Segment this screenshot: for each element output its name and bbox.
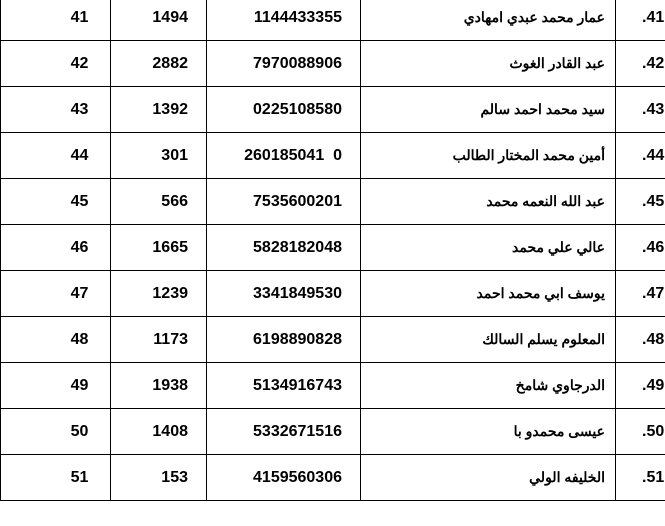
table-row [1, 225, 665, 271]
row-name-cell: عيسى محمدو با [361, 409, 616, 455]
row-number-cell: 1408 [111, 409, 207, 455]
row-name-cell: الدرجاوي شامخ [361, 363, 616, 409]
row-number-cell: 301 [111, 133, 207, 179]
row-number-cell: 1173 [111, 317, 207, 363]
row-name-cell: عبد القادر الغوث [361, 41, 616, 87]
row-index-cell: .45 [616, 179, 665, 225]
row-sequence-cell: 50 [1, 409, 111, 455]
row-number-cell: 1494 [111, 0, 207, 41]
row-sequence-cell: 43 [1, 87, 111, 133]
row-name-cell: عبد الله النعمه محمد [361, 179, 616, 225]
row-sequence-cell: 45 [1, 179, 111, 225]
table-row [1, 87, 665, 133]
table-row [1, 409, 665, 455]
row-sequence-cell: 49 [1, 363, 111, 409]
row-index-cell: .50 [616, 409, 665, 455]
row-number-cell: 2882 [111, 41, 207, 87]
table-row [1, 271, 665, 317]
row-phone-cell: 0225108580 [207, 87, 361, 133]
row-sequence-cell: 42 [1, 41, 111, 87]
row-name-cell: الخليفه الولي [361, 455, 616, 501]
table-row [1, 0, 665, 41]
row-number-cell: 1665 [111, 225, 207, 271]
row-index-cell: .41 [616, 0, 665, 41]
row-phone-cell: 4159560306 [207, 455, 361, 501]
row-number-cell: 1239 [111, 271, 207, 317]
row-phone-cell: 1144433355 [207, 0, 361, 41]
row-sequence-cell: 48 [1, 317, 111, 363]
row-phone-cell: 6198890828 [207, 317, 361, 363]
row-sequence-cell: 51 [1, 455, 111, 501]
row-sequence-cell: 46 [1, 225, 111, 271]
table-row [1, 455, 665, 501]
row-name-cell: المعلوم يسلم السالك [361, 317, 616, 363]
row-phone-cell: 7535600201 [207, 179, 361, 225]
row-name-cell: سيد محمد احمد سالم [361, 87, 616, 133]
row-phone-cell: 5332671516 [207, 409, 361, 455]
row-index-cell: .47 [616, 271, 665, 317]
row-index-cell: .49 [616, 363, 665, 409]
table-row [1, 41, 665, 87]
row-index-cell: .43 [616, 87, 665, 133]
row-phone-cell: 5134916743 [207, 363, 361, 409]
row-number-cell: 566 [111, 179, 207, 225]
row-index-cell: .44 [616, 133, 665, 179]
row-index-cell: .42 [616, 41, 665, 87]
row-name-cell: يوسف ابي محمد احمد [361, 271, 616, 317]
row-index-cell: .48 [616, 317, 665, 363]
table-row [1, 317, 665, 363]
row-name-cell: عالي علي محمد [361, 225, 616, 271]
table-row [1, 133, 665, 179]
row-number-cell: 1392 [111, 87, 207, 133]
table-row [1, 179, 665, 225]
row-phone-cell: 260185041 0 [207, 133, 361, 179]
row-number-cell: 1938 [111, 363, 207, 409]
row-name-cell: عمار محمد عبدي امهادي [361, 0, 616, 41]
table-row [1, 363, 665, 409]
row-index-cell: .51 [616, 455, 665, 501]
table-body [1, 0, 665, 501]
row-number-cell: 153 [111, 455, 207, 501]
row-index-cell: .46 [616, 225, 665, 271]
row-phone-cell: 3341849530 [207, 271, 361, 317]
row-sequence-cell: 47 [1, 271, 111, 317]
row-name-cell: أمين محمد المختار الطالب [361, 133, 616, 179]
row-sequence-cell: 41 [1, 0, 111, 41]
row-sequence-cell: 44 [1, 133, 111, 179]
row-phone-cell: 7970088906 [207, 41, 361, 87]
row-phone-cell: 5828182048 [207, 225, 361, 271]
